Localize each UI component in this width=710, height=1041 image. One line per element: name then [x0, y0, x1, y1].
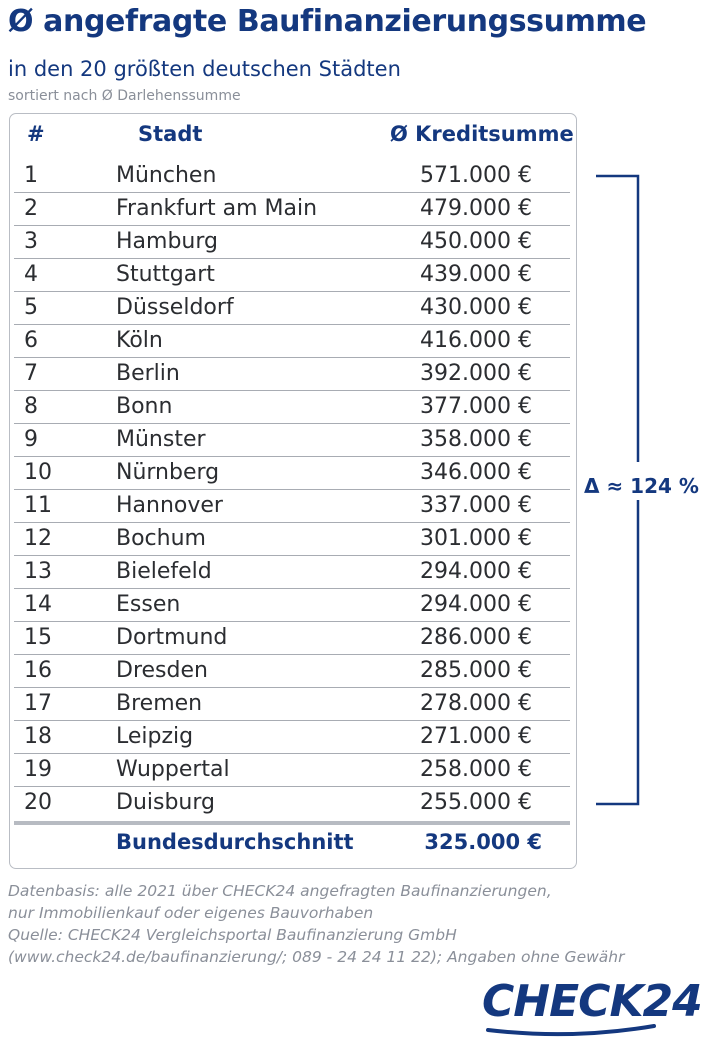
credit-sum-cell: 286.000 €	[420, 625, 532, 650]
column-header-city: Stadt	[138, 122, 203, 146]
city-cell: Düsseldorf	[116, 295, 234, 320]
page-subtitle: in den 20 größten deutschen Städten	[8, 57, 401, 81]
table-row	[14, 622, 570, 655]
table-row	[14, 193, 570, 226]
table-row	[14, 490, 570, 523]
rank-cell: 19	[24, 757, 52, 782]
table-row	[14, 259, 570, 292]
footer-line: (www.check24.de/baufinanzierung/; 089 - 24 24 11 22); Angaben ohne Gewähr	[8, 948, 625, 966]
rank-cell: 8	[24, 394, 38, 419]
column-header-rank: #	[27, 122, 45, 146]
city-cell: Hannover	[116, 493, 223, 518]
rank-cell: 13	[24, 559, 52, 584]
summary-divider	[14, 821, 570, 825]
rank-cell: 4	[24, 262, 38, 287]
credit-sum-cell: 294.000 €	[420, 559, 532, 584]
table-row	[14, 655, 570, 688]
rank-cell: 16	[24, 658, 52, 683]
city-cell: Dortmund	[116, 625, 228, 650]
rank-cell: 15	[24, 625, 52, 650]
credit-sum-cell: 450.000 €	[420, 229, 532, 254]
rank-cell: 20	[24, 790, 52, 815]
source-footer	[8, 880, 624, 968]
credit-sum-cell: 439.000 €	[420, 262, 532, 287]
rank-cell: 1	[24, 163, 38, 188]
check24-logo	[482, 976, 702, 1038]
rank-cell: 17	[24, 691, 52, 716]
credit-sum-cell: 271.000 €	[420, 724, 532, 749]
city-cell: Bielefeld	[116, 559, 212, 584]
table-row	[14, 556, 570, 589]
table-row	[14, 457, 570, 490]
rank-cell: 5	[24, 295, 38, 320]
table-row	[14, 160, 570, 193]
footer-line: nur Immobilienkauf oder eigenes Bauvorhaben	[8, 904, 374, 922]
table-row	[14, 688, 570, 721]
rank-cell: 3	[24, 229, 38, 254]
table-row	[14, 787, 570, 820]
table-row	[14, 358, 570, 391]
city-cell: Nürnberg	[116, 460, 220, 485]
column-header-credit-sum: Ø Kreditsumme	[390, 122, 574, 146]
table-row	[14, 325, 570, 358]
credit-sum-cell: 358.000 €	[420, 427, 532, 452]
rank-cell: 9	[24, 427, 38, 452]
table-row	[14, 424, 570, 457]
page-title: Ø angefragte Baufinanzierungssumme	[8, 4, 647, 39]
table-row	[14, 523, 570, 556]
credit-sum-cell: 337.000 €	[420, 493, 532, 518]
rank-cell: 11	[24, 493, 52, 518]
table-row	[14, 754, 570, 787]
city-cell: Stuttgart	[116, 262, 215, 287]
credit-sum-cell: 255.000 €	[420, 790, 532, 815]
city-cell: Berlin	[116, 361, 180, 386]
city-cell: Frankfurt am Main	[116, 196, 318, 221]
city-cell: Hamburg	[116, 229, 218, 254]
credit-sum-cell: 278.000 €	[420, 691, 532, 716]
credit-sum-cell: 430.000 €	[420, 295, 532, 320]
rank-cell: 6	[24, 328, 38, 353]
city-cell: Dresden	[116, 658, 208, 683]
table-row	[14, 391, 570, 424]
city-cell: Leipzig	[116, 724, 194, 749]
footer-line: Datenbasis: alle 2021 über CHECK24 angefragten Baufinanzierungen,	[8, 882, 552, 900]
logo-swoosh-icon	[482, 976, 702, 1038]
logo-wordmark: CHECK24	[482, 976, 702, 1027]
rank-cell: 2	[24, 196, 38, 221]
credit-sum-cell: 285.000 €	[420, 658, 532, 683]
rank-cell: 10	[24, 460, 52, 485]
city-cell: Münster	[116, 427, 206, 452]
table-row	[14, 226, 570, 259]
city-cell: Bochum	[116, 526, 206, 551]
credit-sum-cell: 416.000 €	[420, 328, 532, 353]
sort-note: sortiert nach Ø Darlehenssumme	[8, 88, 241, 104]
credit-sum-cell: 294.000 €	[420, 592, 532, 617]
summary-label: Bundesdurchschnitt	[116, 830, 354, 854]
credit-sum-cell: 301.000 €	[420, 526, 532, 551]
city-cell: Wuppertal	[116, 757, 230, 782]
delta-annotation: Δ ≈ 124 %	[584, 474, 699, 498]
table-row	[14, 292, 570, 325]
city-cell: Duisburg	[116, 790, 215, 815]
rank-cell: 7	[24, 361, 38, 386]
footer-line: Quelle: CHECK24 Vergleichsportal Baufinanzierung GmbH	[8, 926, 457, 944]
credit-sum-cell: 392.000 €	[420, 361, 532, 386]
city-cell: Bremen	[116, 691, 203, 716]
city-cell: Essen	[116, 592, 181, 617]
rank-cell: 12	[24, 526, 52, 551]
city-cell: München	[116, 163, 217, 188]
credit-sum-cell: 571.000 €	[420, 163, 532, 188]
rank-cell: 18	[24, 724, 52, 749]
table-row	[14, 589, 570, 622]
credit-sum-cell: 479.000 €	[420, 196, 532, 221]
table-row	[14, 721, 570, 754]
city-cell: Bonn	[116, 394, 173, 419]
credit-sum-cell: 258.000 €	[420, 757, 532, 782]
summary-value: 325.000 €	[424, 830, 542, 854]
rank-cell: 14	[24, 592, 52, 617]
city-cell: Köln	[116, 328, 163, 353]
credit-sum-cell: 346.000 €	[420, 460, 532, 485]
credit-sum-cell: 377.000 €	[420, 394, 532, 419]
